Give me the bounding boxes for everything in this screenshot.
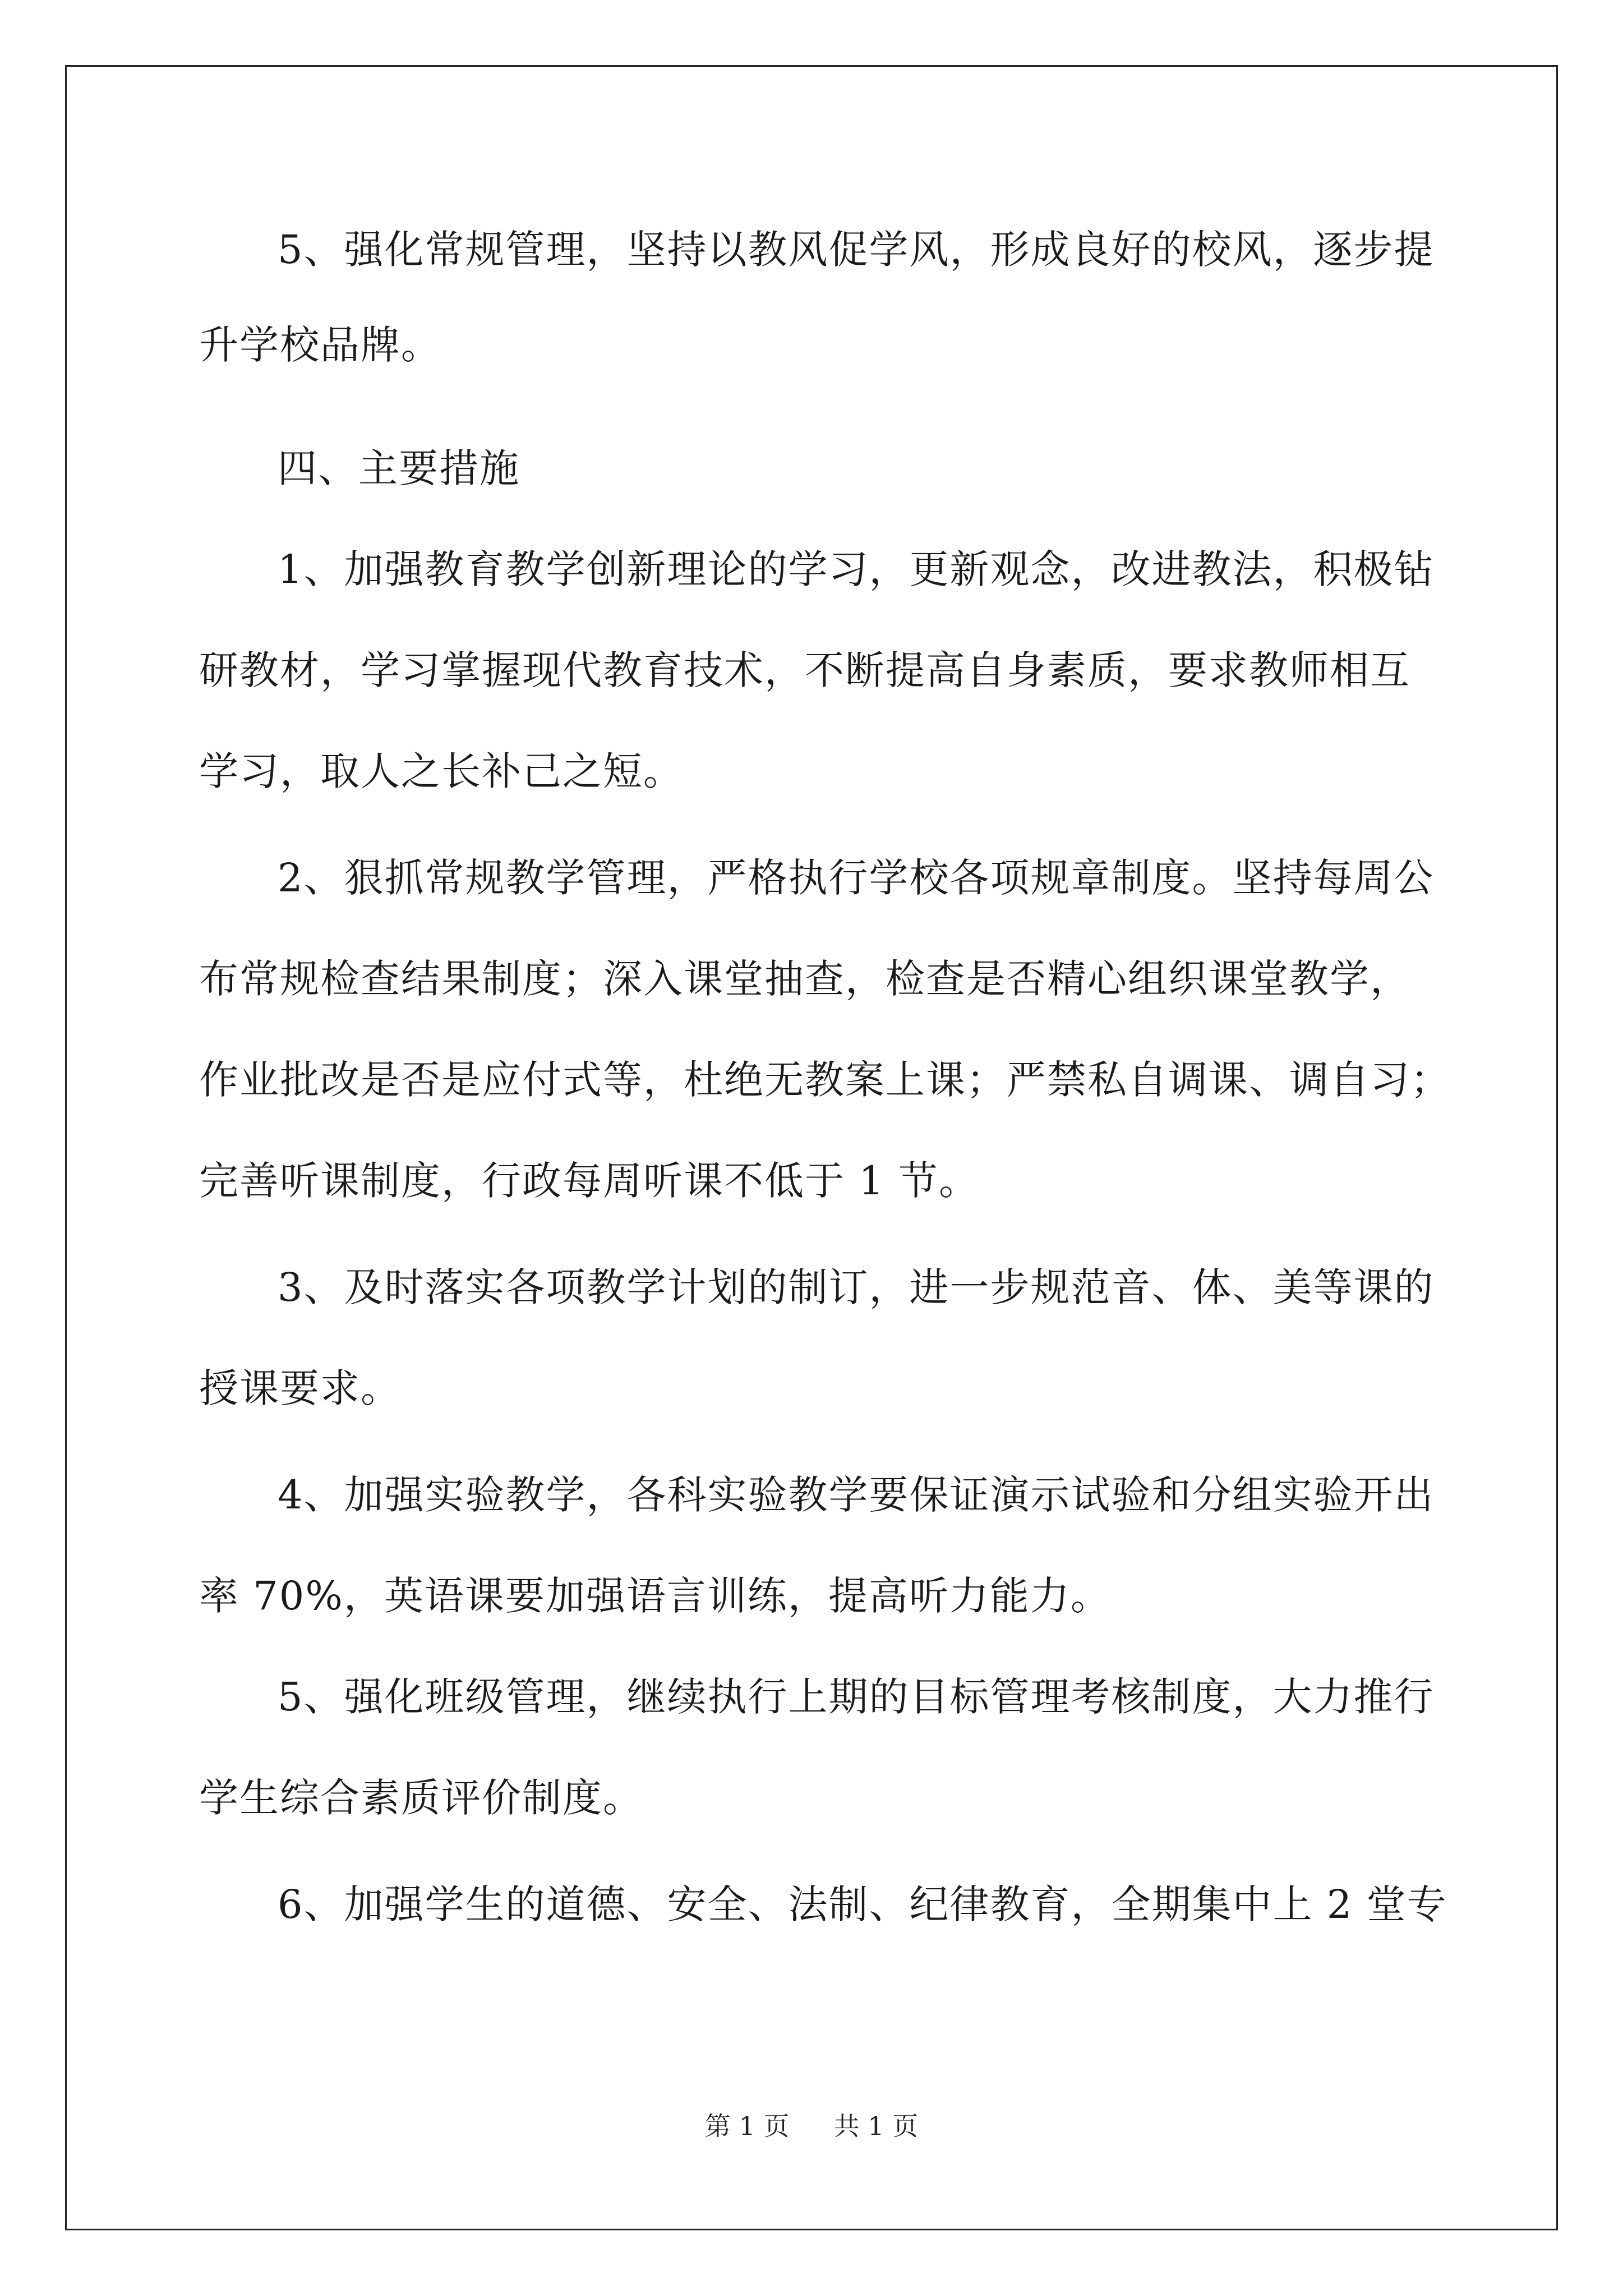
paragraph-line: 升学校品牌。: [199, 322, 441, 368]
section-heading: 四、主要措施: [278, 445, 520, 491]
paragraph-line: 5、强化常规管理，坚持以教风促学风，形成良好的校风，逐步提: [278, 227, 1435, 273]
page-footer: [0, 2109, 1623, 2143]
paragraph-line: 研教材，学习掌握现代教育技术，不断提高自身素质，要求教师相互: [199, 647, 1410, 693]
paragraph-line: 学习，取人之长补己之短。: [199, 748, 684, 794]
paragraph-line: 2、狠抓常规教学管理，严格执行学校各项规章制度。坚持每周公: [278, 855, 1435, 901]
paragraph-line: 作业批改是否是应付式等，杜绝无教案上课；严禁私自调课、调自习；: [199, 1057, 1451, 1103]
paragraph-line: 布常规检查结果制度；深入课堂抽查，检查是否精心组织课堂教学，: [199, 956, 1410, 1002]
page-total: 共 1 页: [833, 2111, 919, 2141]
paragraph-line: 率 70%，英语课要加强语言训练，提高听力能力。: [199, 1573, 1111, 1619]
paragraph-line: 授课要求。: [199, 1365, 401, 1411]
paragraph-line: 3、及时落实各项教学计划的制订，进一步规范音、体、美等课的: [278, 1264, 1435, 1310]
paragraph-line: 完善听课制度，行政每周听课不低于 1 节。: [199, 1158, 980, 1204]
paragraph-line: 6、加强学生的道德、安全、法制、纪律教育，全期集中上 2 堂专: [278, 1881, 1447, 1927]
paragraph-line: 4、加强实验教学，各科实验教学要保证演示试验和分组实验开出: [278, 1472, 1435, 1518]
paragraph-line: 5、强化班级管理，继续执行上期的目标管理考核制度，大力推行: [278, 1674, 1435, 1720]
paragraph-line: 1、加强教育教学创新理论的学习，更新观念，改进教法，积极钻: [278, 546, 1435, 592]
paragraph-line: 学生综合素质评价制度。: [199, 1775, 643, 1821]
page-number: 第 1 页: [704, 2111, 790, 2141]
